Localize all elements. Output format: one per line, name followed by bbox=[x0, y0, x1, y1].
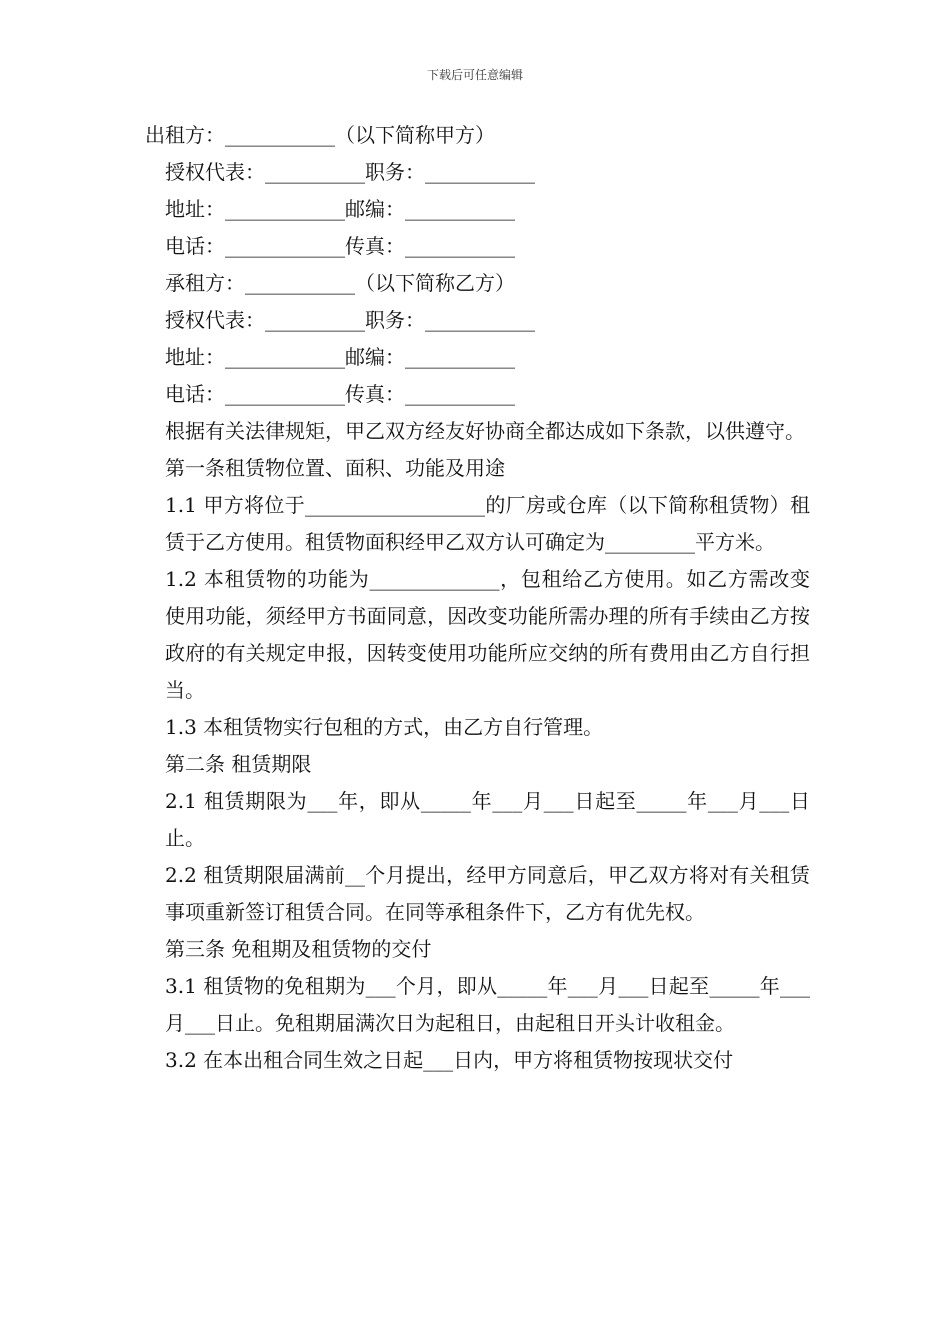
paragraph: 3.2 在本出租合同生效之日起___日内，甲方将租赁物按现状交付 bbox=[165, 1048, 734, 1072]
section-heading: 第一条租赁物位置、面积、功能及用途 bbox=[165, 456, 505, 480]
paragraph: 1.3 本租赁物实行包租的方式，由乙方自行管理。 bbox=[165, 715, 604, 739]
paragraph: 授权代表：__________职务：___________ bbox=[165, 160, 535, 184]
contract-body bbox=[145, 117, 810, 1079]
paragraph: 2.2 租赁期限届满前__个月提出，经甲方同意后，甲乙双方将对有关租赁事项重新签订租赁合同。在同等承租条件下，乙方有优先权。 bbox=[165, 863, 810, 924]
page-header: 下载后可任意编辑 bbox=[426, 68, 523, 82]
paragraph: 2.1 租赁期限为___年，即从_____年___月___日起至_____年___月___日止。 bbox=[165, 789, 810, 850]
paragraph: 3.1 租赁物的免租期为___个月，即从_____年___月___日起至_____年___月___日止。免租期届满次日为起租日，由起租日开头计收租金。 bbox=[165, 974, 810, 1035]
section-heading: 第三条 免租期及租赁物的交付 bbox=[165, 937, 432, 961]
paragraph: 1.1 甲方将位于__________________的厂房或仓库（以下简称租赁物）租赁于乙方使用。租赁物面积经甲乙双方认可确定为_________平方米。 bbox=[165, 493, 810, 554]
paragraph: 地址：____________邮编：___________ bbox=[165, 197, 515, 221]
paragraph: 电话：____________传真：___________ bbox=[165, 234, 515, 258]
paragraph: 电话：____________传真：___________ bbox=[165, 382, 515, 406]
section-heading: 第二条 租赁期限 bbox=[165, 752, 312, 776]
paragraph: 1.2 本租赁物的功能为_____________，包租给乙方使用。如乙方需改变使用功能，须经甲方书面同意，因改变功能所需办理的所有手续由乙方按政府的有关规定申报，因转变使用功能所应交纳的所有费用由乙方自行担当。 bbox=[165, 567, 810, 702]
paragraph: 授权代表：__________职务：___________ bbox=[165, 308, 535, 332]
paragraph: 地址：____________邮编：___________ bbox=[165, 345, 515, 369]
paragraph: 承租方：___________（以下简称乙方） bbox=[165, 271, 515, 295]
paragraph: 出租方：___________（以下简称甲方） bbox=[145, 123, 495, 147]
paragraph: 根据有关法律规矩，甲乙双方经友好协商全都达成如下条款，以供遵守。 bbox=[165, 419, 805, 443]
